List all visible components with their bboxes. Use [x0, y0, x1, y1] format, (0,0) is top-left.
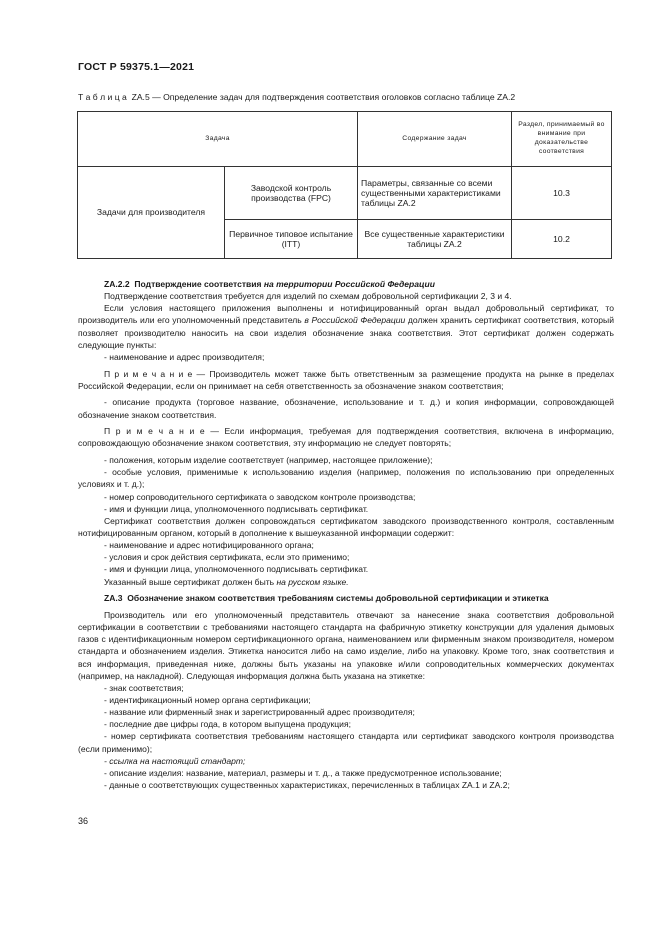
- page-number: 36: [78, 816, 89, 826]
- section-cell: 10.3: [512, 167, 612, 220]
- standard-header: ГОСТ Р 59375.1—2021: [78, 61, 195, 73]
- col-header-content: Содержание задач: [358, 112, 512, 167]
- list-item: - знак соответствия;: [104, 682, 184, 693]
- list-item: - имя и функции лица, уполномоченного подписывать сертификат.: [104, 503, 369, 514]
- note-text: — Если информация, требуемая для подтверждения соответствия, включена в информацию, сопровождающую обозначение знаком соответствия, эту информацию не следует повторять;: [78, 426, 614, 449]
- note-label: П р и м е ч а н и е: [104, 368, 193, 379]
- tasks-table: [77, 111, 612, 259]
- list-item: - положения, которым изделие соответствует (например, настоящее приложение);: [104, 455, 433, 466]
- paragraph-italic: в Российской Федерации: [304, 315, 406, 326]
- paragraph-text: Указанный выше сертификат должен быть: [104, 576, 277, 587]
- list-item: - номер сертификата соответствия требованиям настоящего стандарта или сертификат заводского контроля производства (если применимо);: [78, 731, 614, 754]
- list-item: - имя и функции лица, уполномоченного подписывать сертификат.: [104, 564, 369, 575]
- section-heading-za3: [78, 592, 614, 604]
- document-body: [78, 278, 614, 791]
- list-item: - данные о соответствующих существенных характеристиках, перечисленных в таблицах ZA.1 и ZA.2;: [104, 780, 510, 791]
- paragraph: [78, 302, 614, 351]
- list-item: - номер сопроводительного сертификата о заводском контроле производства;: [104, 491, 416, 502]
- content-cell: Параметры, связанные со всеми существенными характеристиками таблицы ZA.2: [358, 167, 512, 220]
- list-item: - описание продукта (торговое название, обозначение, использование и т. д.) и копия информации, сопровождающей обозначение знаком соответствия.: [78, 397, 614, 420]
- list-item: - идентификационный номер органа сертификации;: [104, 695, 311, 705]
- row-group-label: Задачи для производителя: [78, 167, 225, 259]
- list-item: - название или фирменный знак и зарегистрированный адрес производителя;: [104, 707, 415, 718]
- paragraph-text: должен хранить сертификат соответствия, который позволяет производителю наносить на свои изделия обозначение знака соответствия. Этот сертификат должен содержать следующие пункты:: [78, 315, 614, 350]
- paragraph: Подтверждение соответствия требуется для изделий по схемам добровольной сертификации 2, 3 и 4.: [104, 291, 512, 302]
- col-header-task: Задача: [78, 112, 358, 167]
- table-caption: [78, 92, 515, 102]
- paragraph: Сертификат соответствия должен сопровождаться сертификатом заводского производственного контроля, составленным нотифицированным органом, который в дополнение к вышеуказанной информации содержит:: [78, 515, 614, 538]
- section-title: Обозначение знаком соответствия требованиям системы добровольной сертификации и этикетка: [127, 593, 549, 604]
- note: [78, 368, 614, 392]
- section-number: ZA.3: [104, 593, 123, 604]
- paragraph: [78, 576, 614, 588]
- content-cell: Все существенные характеристики таблицы ZA.2: [358, 220, 512, 259]
- table-caption-text: ZA.5 — Определение задач для подтверждения соответствия оголовков согласно таблице ZA.2: [131, 92, 516, 102]
- list-item: [78, 755, 614, 767]
- section-cell: 10.2: [512, 220, 612, 259]
- list-item-italic: - ссылка на настоящий стандарт;: [104, 755, 246, 766]
- note: [78, 425, 614, 449]
- section-title: Подтверждение соответствия: [134, 279, 264, 289]
- table-caption-label: Т а б л и ц а: [78, 92, 127, 102]
- note-label: П р и м е ч а н и е: [104, 426, 205, 437]
- section-title-italic: на территории Российской Федерации: [263, 279, 435, 289]
- task-cell: Первичное типовое испытание (ITT): [225, 220, 358, 259]
- list-item: - описание изделия: название, материал, размеры и т. д., а также предусмотренное использование;: [104, 767, 502, 778]
- paragraph: Производитель или его уполномоченный представитель отвечают за нанесение знака соответствия добровольной сертификации в соответствии с требованиями настоящего стандарта на фабричную этикетку конструкции для удаления дымовых газов с идентификационным номером сертификационного органа, наименованием или фирменным знаком производителя, номером стандарта и обозначением изделия. Этикетка наносится либо на само изделие, либо на упаковку. Кроме того, знак соответствия и вся информация, приведенная ниже, должны быть указаны на упаковке и/или сопроводительных коммерческих документах (например, на накладной). Следующая информация должна быть указана на этикетке:: [78, 609, 614, 681]
- section-heading-za22: [78, 278, 614, 290]
- list-item: - особые условия, применимые к использованию изделия (например, положения по использованию при определенных условиях и т. д.);: [78, 467, 614, 490]
- task-cell: Заводской контроль производства (FPC): [225, 167, 358, 220]
- note-text: — Производитель может также быть ответственным за размещение продукта на рынке в пределах Российской Федерации, если он принимает на себя ответственность за обозначение знаком соответствия;: [78, 368, 614, 391]
- list-item: - наименование и адрес нотифицированного органа;: [104, 540, 314, 551]
- col-header-section: Раздел, принимаемый во внимание при доказательстве соответствия: [512, 112, 612, 167]
- list-item: - наименование и адрес производителя;: [104, 351, 265, 362]
- table-header-row: [78, 112, 612, 167]
- list-item: - последние две цифры года, в котором выпущена продукция;: [104, 719, 351, 730]
- section-number: ZA.2.2: [104, 279, 130, 289]
- paragraph-text: Если условия настоящего приложения выполнены и нотифицированный орган выдал добровольный сертификат, то производитель или его уполномоченный представитель: [78, 303, 614, 326]
- paragraph-italic: на русском языке.: [276, 576, 349, 587]
- list-item: - условия и срок действия сертификата, если это применимо;: [104, 552, 350, 563]
- table-row: [78, 167, 612, 220]
